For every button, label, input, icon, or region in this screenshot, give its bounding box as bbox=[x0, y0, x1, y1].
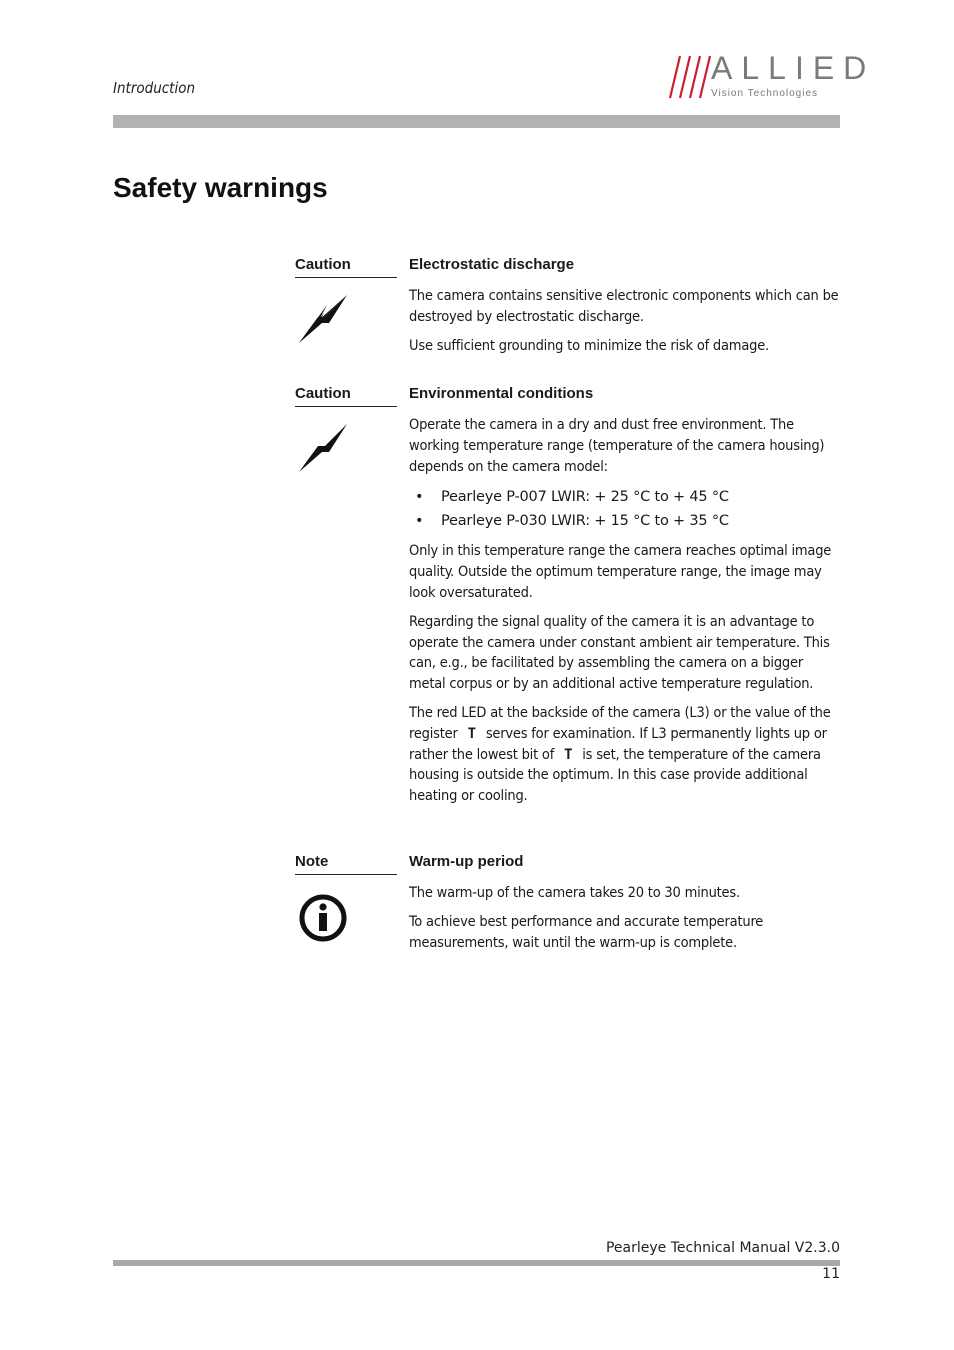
allied-logo bbox=[668, 50, 876, 100]
info-icon bbox=[298, 893, 348, 943]
block-content bbox=[409, 385, 841, 815]
page-number: 11 bbox=[822, 1266, 840, 1282]
block-paragraph: The warm-up of the camera takes 20 to 30 minutes. bbox=[409, 885, 740, 901]
block-paragraph: Use sufficient grounding to minimize the risk of damage. bbox=[409, 337, 769, 354]
block-content bbox=[409, 256, 841, 364]
block-heading: Environmental conditions bbox=[409, 385, 594, 402]
block-paragraph-register bbox=[409, 703, 841, 807]
block-paragraph: Operate the camera in a dry and dust free environment. The working temperature range (temperature of the camera housing) depends on the camera model: bbox=[409, 417, 825, 475]
block-content bbox=[409, 853, 841, 961]
footer-manual-title: Pearleye Technical Manual V2.3.0 bbox=[605, 1240, 840, 1256]
block-heading: Electrostatic discharge bbox=[409, 256, 575, 273]
list-item: • Pearleye P-007 LWIR: + 25 °C to + 45 °C bbox=[409, 485, 841, 509]
block-paragraph: Regarding the signal quality of the camera it is an advantage to operate the camera under constant ambient air temperature. This can, e.g., be facilitated by assembling the camera on a bigger metal corpus or by an additional active temperature regulation. bbox=[409, 613, 830, 693]
block-paragraph: Only in this temperature range the camera reaches optimal image quality. Outside the optimum temperature range, the image may look oversaturated. bbox=[409, 543, 832, 601]
block-paragraph: To achieve best performance and accurate temperature measurements, wait until the warm-up is complete. bbox=[409, 913, 764, 951]
list-item: • Pearleye P-030 LWIR: + 15 °C to + 35 °C bbox=[409, 509, 841, 533]
text-run: serves for examination. If L3 permanently lights up or rather the lowest bit of bbox=[409, 725, 827, 763]
lightning-bolt-icon bbox=[298, 422, 350, 474]
register-name: T bbox=[467, 725, 476, 742]
page-title: Safety warnings bbox=[113, 172, 328, 203]
block-paragraph: The camera contains sensitive electronic components which can be destroyed by electrostatic discharge. bbox=[409, 288, 839, 325]
block-label: Note bbox=[295, 853, 397, 875]
logo-wordmark: ALLIED bbox=[711, 50, 876, 86]
temperature-list bbox=[409, 485, 841, 533]
allied-slashes-logo-icon bbox=[668, 54, 712, 100]
register-name: T bbox=[564, 746, 573, 763]
block-label: Caution bbox=[295, 385, 397, 407]
text-run: is set, the temperature of the camera housing is outside the optimum. In this case provide additional heating or cooling. bbox=[409, 746, 821, 805]
footer-rule bbox=[113, 1260, 840, 1266]
logo-tagline: Vision Technologies bbox=[711, 88, 819, 99]
header-rule bbox=[113, 115, 840, 128]
block-label: Caution bbox=[295, 256, 397, 278]
lightning-bolt-icon bbox=[298, 293, 350, 345]
section-label: Introduction bbox=[113, 79, 196, 97]
text-run: The red LED at the backside of the camera (L3) or the value of the register bbox=[409, 704, 831, 742]
block-heading: Warm-up period bbox=[409, 853, 524, 870]
